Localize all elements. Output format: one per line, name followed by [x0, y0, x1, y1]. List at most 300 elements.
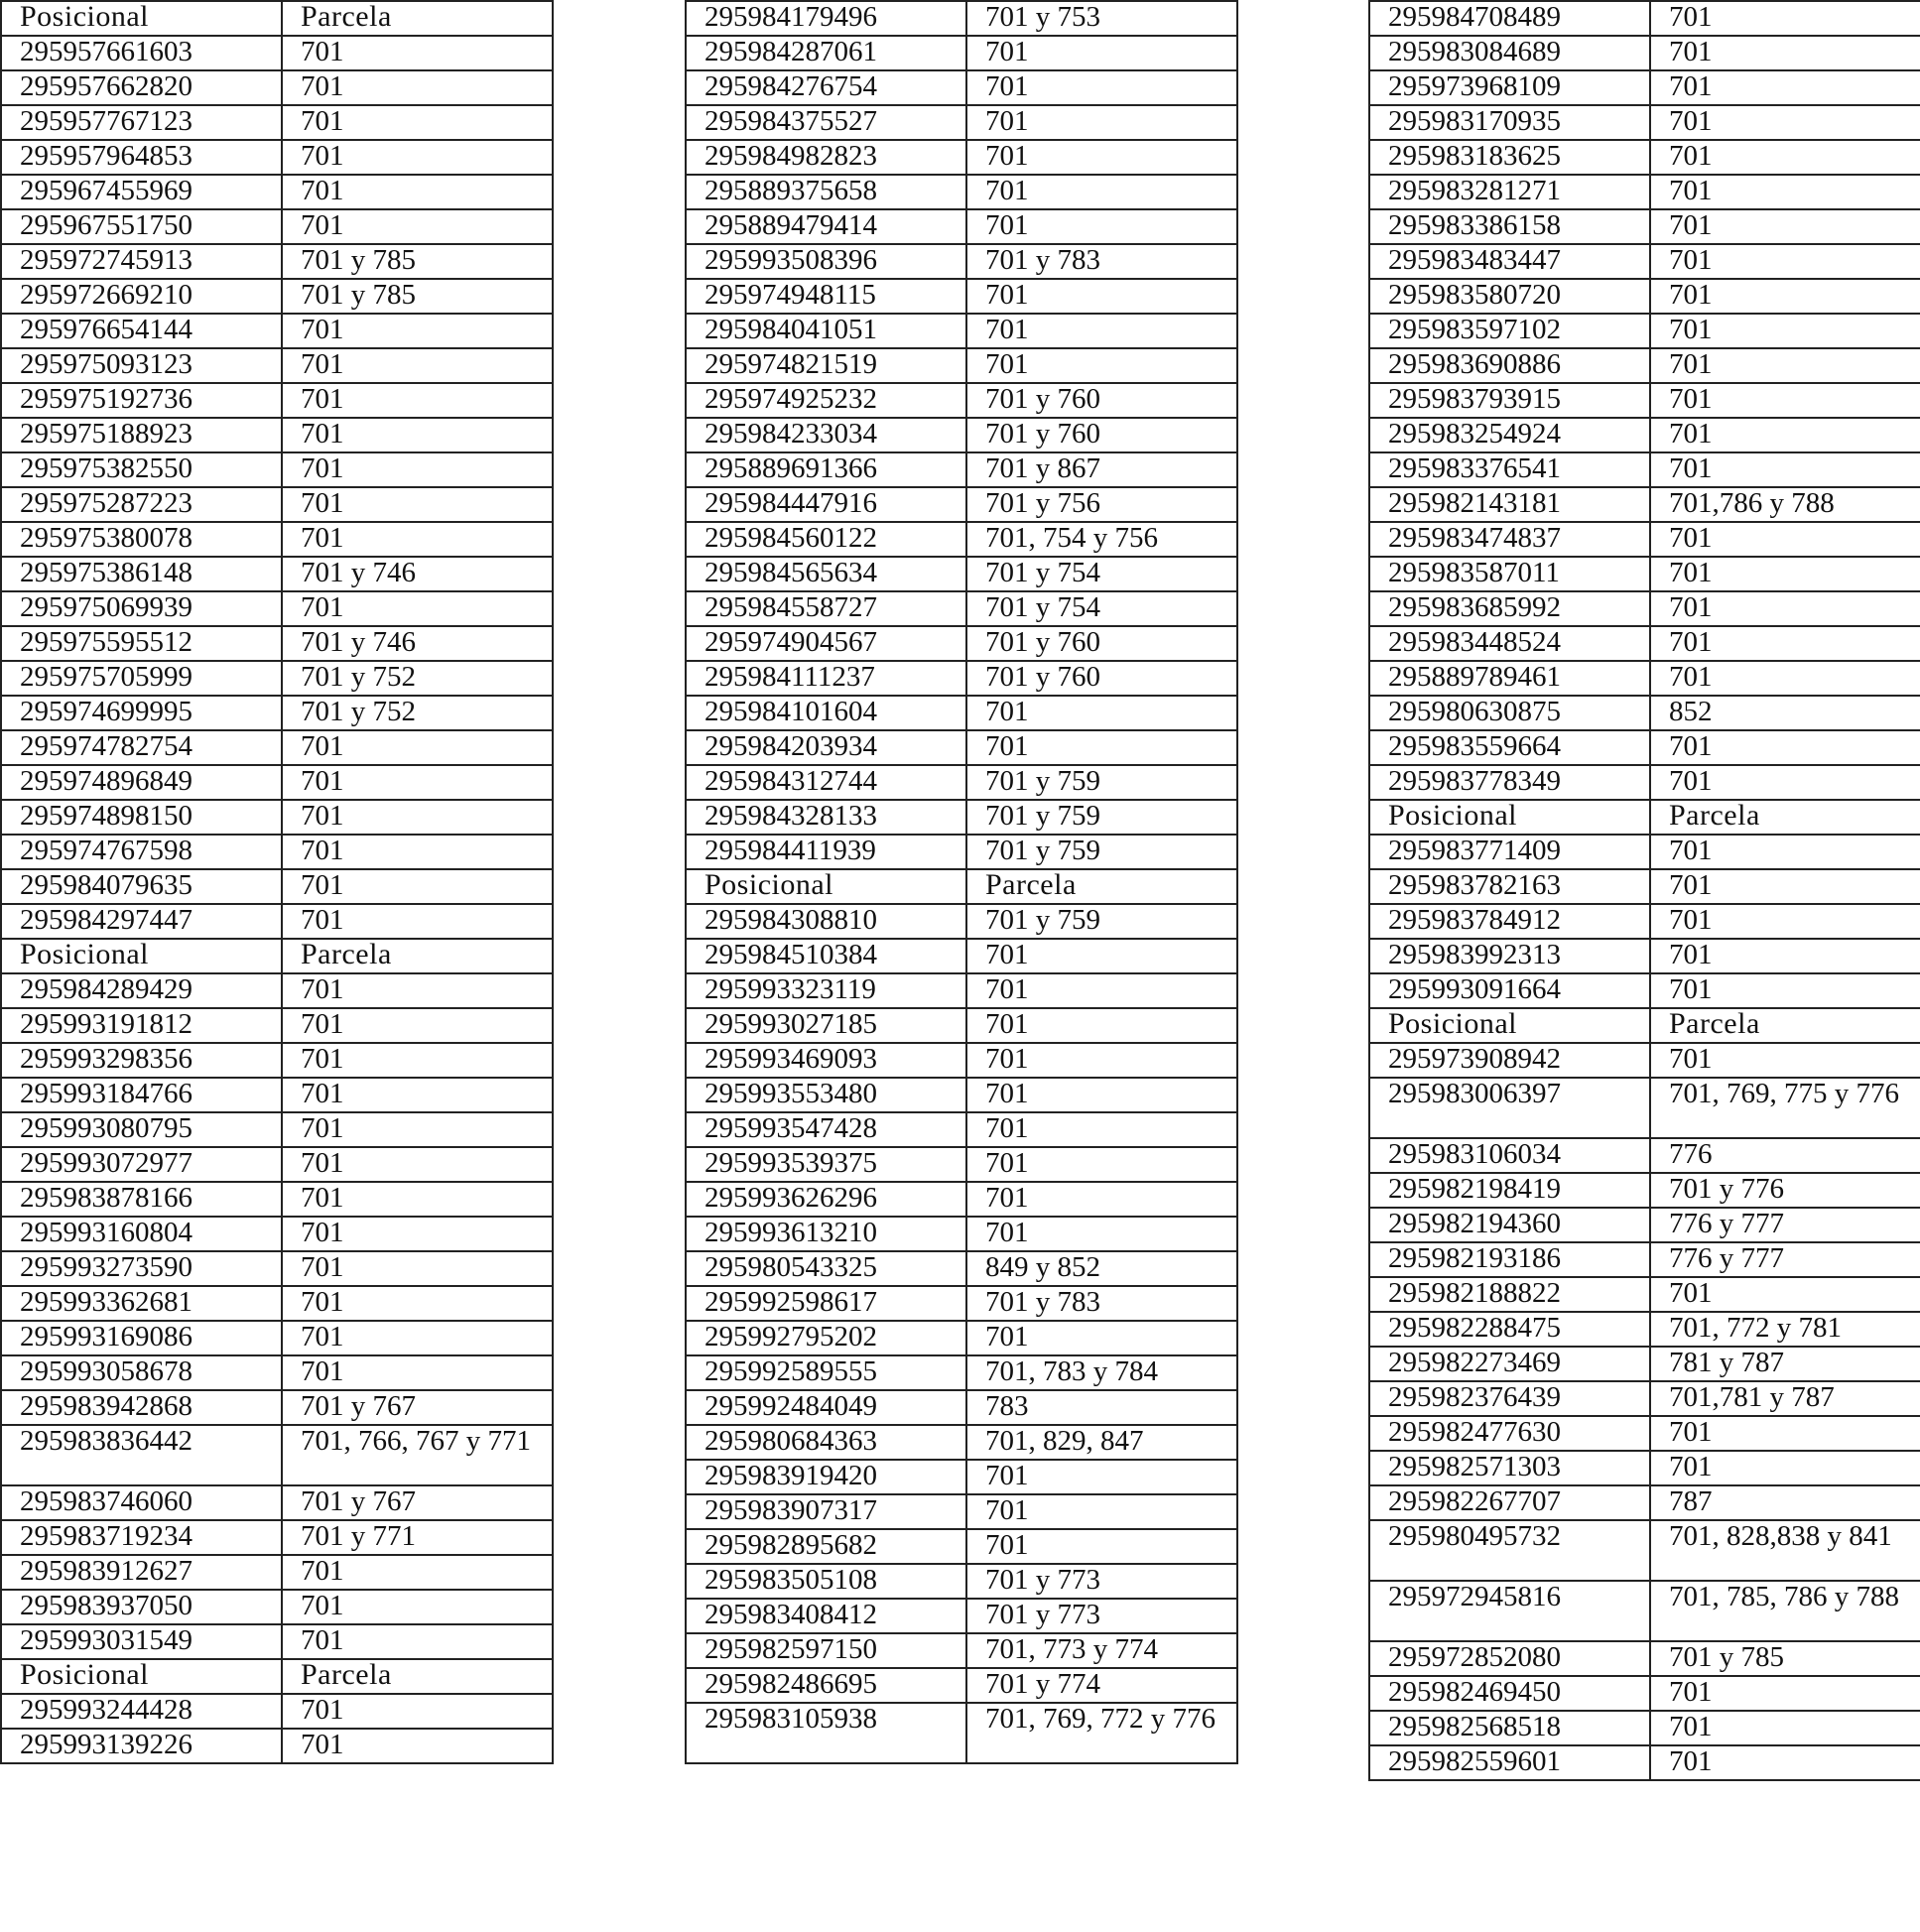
- posicional-cell: 295983448524: [1369, 626, 1650, 661]
- parcela-cell: 781 y 787: [1650, 1347, 1920, 1381]
- parcela-cell: 701 y 773: [966, 1564, 1237, 1599]
- parcela-cell: 701 y 785: [282, 279, 553, 314]
- parcela-cell: 701: [282, 105, 553, 140]
- parcela-cell: 701: [282, 36, 553, 70]
- parcela-cell: 701: [966, 1008, 1237, 1043]
- posicional-cell: 295972852080: [1369, 1641, 1650, 1676]
- posicional-cell: 295983778349: [1369, 765, 1650, 800]
- table-row: [1, 800, 553, 835]
- table-row: [1369, 522, 1920, 557]
- header-row: [1, 939, 553, 973]
- posicional-cell: 295974948115: [686, 279, 966, 314]
- posicional-cell: 295975192736: [1, 383, 282, 418]
- parcela-cell: 701: [282, 209, 553, 244]
- table-row: [1369, 591, 1920, 626]
- parcela-cell: 701, 769, 775 y 776: [1650, 1078, 1920, 1138]
- parcela-cell: 701: [282, 765, 553, 800]
- table-row: [686, 1147, 1237, 1182]
- posicional-cell: 295993058678: [1, 1355, 282, 1390]
- parcela-cell: 701: [1650, 1676, 1920, 1711]
- posicional-cell: 295983084689: [1369, 36, 1650, 70]
- posicional-cell: 295993553480: [686, 1078, 966, 1112]
- parcela-cell: 701 y 773: [966, 1599, 1237, 1633]
- parcela-cell: 701 y 756: [966, 487, 1237, 522]
- parcela-cell: 701 y 753: [966, 1, 1237, 36]
- table-row: [1369, 1078, 1920, 1138]
- table-row: [1, 452, 553, 487]
- posicional-cell: 295983992313: [1369, 939, 1650, 973]
- posicional-cell: 295993027185: [686, 1008, 966, 1043]
- posicional-cell: 295983505108: [686, 1564, 966, 1599]
- table-row: [686, 626, 1237, 661]
- table-row: [1, 1425, 553, 1485]
- parcela-cell: 701 y 760: [966, 661, 1237, 696]
- table-row: [686, 904, 1237, 939]
- table-row: [686, 314, 1237, 348]
- posicional-cell: 295982273469: [1369, 1347, 1650, 1381]
- table-row: [1, 591, 553, 626]
- table-row: [686, 1182, 1237, 1217]
- table-row: [1369, 279, 1920, 314]
- posicional-cell: 295993362681: [1, 1286, 282, 1321]
- posicional-cell: 295982198419: [1369, 1173, 1650, 1208]
- header-parcela: Parcela: [966, 869, 1237, 904]
- table-row: [1369, 1451, 1920, 1485]
- posicional-cell: 295993508396: [686, 244, 966, 279]
- posicional-cell: 295967455969: [1, 175, 282, 209]
- parcela-cell: 701: [966, 1043, 1237, 1078]
- posicional-cell: 295993323119: [686, 973, 966, 1008]
- table-row: [1369, 696, 1920, 730]
- parcela-cell: 701: [1650, 1416, 1920, 1451]
- parcela-cell: 701 y 760: [966, 626, 1237, 661]
- posicional-cell: 295983836442: [1, 1425, 282, 1485]
- posicional-cell: 295983386158: [1369, 209, 1650, 244]
- parcela-cell: 701: [282, 1217, 553, 1251]
- parcela-cell: 701 y 867: [966, 452, 1237, 487]
- table-row: [1369, 175, 1920, 209]
- posicional-cell: 295993072977: [1, 1147, 282, 1182]
- parcela-cell: 776 y 777: [1650, 1242, 1920, 1277]
- table-row: [1, 1355, 553, 1390]
- posicional-cell: 295967551750: [1, 209, 282, 244]
- posicional-cell: 295974699995: [1, 696, 282, 730]
- table-row: [686, 1251, 1237, 1286]
- posicional-cell: 295889789461: [1369, 661, 1650, 696]
- parcela-cell: 701: [1650, 105, 1920, 140]
- parcela-cell: 701: [1650, 314, 1920, 348]
- posicional-cell: 295993091664: [1369, 973, 1650, 1008]
- table-row: [686, 244, 1237, 279]
- table-row: [1369, 1043, 1920, 1078]
- table-row: [1369, 1416, 1920, 1451]
- table-row: [686, 591, 1237, 626]
- posicional-cell: 295972745913: [1, 244, 282, 279]
- posicional-cell: 295889479414: [686, 209, 966, 244]
- posicional-cell: 295993184766: [1, 1078, 282, 1112]
- posicional-cell: 295984041051: [686, 314, 966, 348]
- parcela-cell: 701: [282, 973, 553, 1008]
- parcela-cell: 701: [966, 1460, 1237, 1494]
- parcela-cell: 701, 829, 847: [966, 1425, 1237, 1460]
- posicional-cell: 295993469093: [686, 1043, 966, 1078]
- table-row: [1369, 244, 1920, 279]
- posicional-cell: 295957767123: [1, 105, 282, 140]
- table-row: [686, 1703, 1237, 1763]
- posicional-cell: 295983719234: [1, 1520, 282, 1555]
- posicional-cell: 295984179496: [686, 1, 966, 36]
- posicional-cell: 295984560122: [686, 522, 966, 557]
- parcela-cell: 701: [1650, 279, 1920, 314]
- parcela-cell: 701 y 760: [966, 383, 1237, 418]
- table-column-1: [0, 0, 553, 1764]
- table-row: [1369, 140, 1920, 175]
- posicional-cell: 295957964853: [1, 140, 282, 175]
- parcela-cell: 701: [966, 70, 1237, 105]
- parcela-cell: 701: [282, 175, 553, 209]
- parcela-cell: 701: [966, 696, 1237, 730]
- parcela-cell: 701: [282, 869, 553, 904]
- parcela-cell: 701: [1650, 418, 1920, 452]
- table-row: [1, 244, 553, 279]
- posicional-cell: 295982193186: [1369, 1242, 1650, 1277]
- table-row: [1, 348, 553, 383]
- table-row: [1, 36, 553, 70]
- posicional-cell: 295984101604: [686, 696, 966, 730]
- parcel-table: [0, 0, 554, 1764]
- parcela-cell: 701: [966, 1529, 1237, 1564]
- table-row: [1, 1485, 553, 1520]
- table-row: [1369, 105, 1920, 140]
- posicional-cell: 295957662820: [1, 70, 282, 105]
- posicional-cell: 295984708489: [1369, 1, 1650, 36]
- table-row: [1, 730, 553, 765]
- header-posicional: Posicional: [1, 1, 282, 36]
- header-parcela: Parcela: [1650, 1008, 1920, 1043]
- posicional-cell: 295982597150: [686, 1633, 966, 1668]
- posicional-cell: 295983408412: [686, 1599, 966, 1633]
- header-parcela: Parcela: [1650, 800, 1920, 835]
- posicional-cell: 295982486695: [686, 1668, 966, 1703]
- posicional-cell: 295984233034: [686, 418, 966, 452]
- posicional-cell: 295980630875: [1369, 696, 1650, 730]
- posicional-cell: 295982559601: [1369, 1745, 1650, 1780]
- parcela-cell: 701: [1650, 904, 1920, 939]
- posicional-cell: 295993139226: [1, 1729, 282, 1763]
- posicional-cell: 295983878166: [1, 1182, 282, 1217]
- parcela-cell: 701: [282, 591, 553, 626]
- table-row: [1, 1217, 553, 1251]
- parcela-cell: 701,781 y 787: [1650, 1381, 1920, 1416]
- posicional-cell: 295974782754: [1, 730, 282, 765]
- table-row: [686, 800, 1237, 835]
- parcela-cell: 776: [1650, 1138, 1920, 1173]
- parcela-cell: 701 y 752: [282, 661, 553, 696]
- parcela-cell: 701, 828,838 y 841: [1650, 1520, 1920, 1581]
- parcela-cell: 849 y 852: [966, 1251, 1237, 1286]
- table-row: [1369, 904, 1920, 939]
- table-row: [1369, 765, 1920, 800]
- table-row: [1, 835, 553, 869]
- header-posicional: Posicional: [1, 939, 282, 973]
- posicional-cell: 295975188923: [1, 418, 282, 452]
- posicional-cell: 295984312744: [686, 765, 966, 800]
- parcela-cell: 701: [1650, 70, 1920, 105]
- parcela-cell: 701 y 759: [966, 800, 1237, 835]
- table-row: [1369, 1173, 1920, 1208]
- posicional-cell: 295982895682: [686, 1529, 966, 1564]
- posicional-cell: 295983782163: [1369, 869, 1650, 904]
- table-row: [1369, 452, 1920, 487]
- posicional-cell: 295974898150: [1, 800, 282, 835]
- table-row: [686, 973, 1237, 1008]
- posicional-cell: 295974896849: [1, 765, 282, 800]
- posicional-cell: 295975287223: [1, 487, 282, 522]
- parcela-cell: 783: [966, 1390, 1237, 1425]
- table-row: [1, 175, 553, 209]
- posicional-cell: 295984297447: [1, 904, 282, 939]
- table-row: [1369, 1641, 1920, 1676]
- posicional-cell: 295982469450: [1369, 1676, 1650, 1711]
- parcela-cell: 701: [1650, 1, 1920, 36]
- table-row: [1369, 869, 1920, 904]
- posicional-cell: 295889375658: [686, 175, 966, 209]
- table-row: [1, 1624, 553, 1659]
- posicional-cell: 295982571303: [1369, 1451, 1650, 1485]
- parcela-cell: 701: [282, 835, 553, 869]
- posicional-cell: 295980543325: [686, 1251, 966, 1286]
- table-row: [1369, 209, 1920, 244]
- posicional-cell: 295975705999: [1, 661, 282, 696]
- posicional-cell: 295975069939: [1, 591, 282, 626]
- parcela-cell: 701: [966, 1217, 1237, 1251]
- parcela-cell: 701 y 767: [282, 1390, 553, 1425]
- table-row: [686, 661, 1237, 696]
- parcela-cell: 701: [282, 1008, 553, 1043]
- table-row: [686, 1321, 1237, 1355]
- posicional-cell: 295973908942: [1369, 1043, 1650, 1078]
- posicional-cell: 295975386148: [1, 557, 282, 591]
- parcela-cell: 701: [282, 348, 553, 383]
- table-row: [1369, 1676, 1920, 1711]
- posicional-cell: 295983254924: [1369, 418, 1650, 452]
- parcela-cell: 701: [1650, 244, 1920, 279]
- posicional-cell: 295983106034: [1369, 1138, 1650, 1173]
- table-row: [686, 105, 1237, 140]
- posicional-cell: 295983281271: [1369, 175, 1650, 209]
- posicional-cell: 295984565634: [686, 557, 966, 591]
- table-row: [686, 383, 1237, 418]
- table-column-3: [1368, 0, 1920, 1781]
- table-row: [1, 1182, 553, 1217]
- parcela-cell: 701: [966, 209, 1237, 244]
- posicional-cell: 295983912627: [1, 1555, 282, 1590]
- posicional-cell: 295983942868: [1, 1390, 282, 1425]
- parcela-cell: 701 y 771: [282, 1520, 553, 1555]
- table-row: [686, 1217, 1237, 1251]
- posicional-cell: 295984079635: [1, 869, 282, 904]
- parcela-cell: 701: [282, 1147, 553, 1182]
- table-row: [686, 730, 1237, 765]
- header-row: [1369, 800, 1920, 835]
- posicional-cell: 295984411939: [686, 835, 966, 869]
- posicional-cell: 295983006397: [1369, 1078, 1650, 1138]
- posicional-cell: 295993160804: [1, 1217, 282, 1251]
- table-row: [1, 1286, 553, 1321]
- posicional-cell: 295984510384: [686, 939, 966, 973]
- posicional-cell: 295992484049: [686, 1390, 966, 1425]
- posicional-cell: 295974904567: [686, 626, 966, 661]
- parcela-cell: 701: [282, 487, 553, 522]
- posicional-cell: 295980495732: [1369, 1520, 1650, 1581]
- table-row: [686, 835, 1237, 869]
- table-row: [686, 140, 1237, 175]
- table-row: [1, 1729, 553, 1763]
- table-row: [1, 557, 553, 591]
- table-row: [1369, 1277, 1920, 1312]
- table-row: [1, 1078, 553, 1112]
- parcela-cell: 701: [966, 1112, 1237, 1147]
- posicional-cell: 295983937050: [1, 1590, 282, 1624]
- table-row: [1369, 1208, 1920, 1242]
- table-row: [1369, 1485, 1920, 1520]
- table-row: [1369, 1347, 1920, 1381]
- table-row: [1, 1390, 553, 1425]
- table-row: [1, 140, 553, 175]
- posicional-cell: 295982376439: [1369, 1381, 1650, 1416]
- table-row: [686, 1599, 1237, 1633]
- parcela-cell: 701: [966, 140, 1237, 175]
- posicional-cell: 295983685992: [1369, 591, 1650, 626]
- posicional-cell: 295973968109: [1369, 70, 1650, 105]
- table-row: [686, 209, 1237, 244]
- posicional-cell: 295982194360: [1369, 1208, 1650, 1242]
- table-row: [1, 973, 553, 1008]
- parcela-cell: 701: [282, 800, 553, 835]
- posicional-cell: 295975380078: [1, 522, 282, 557]
- table-row: [1, 1520, 553, 1555]
- parcela-cell: 701: [282, 1355, 553, 1390]
- parcela-cell: 701 y 783: [966, 244, 1237, 279]
- table-row: [686, 1355, 1237, 1390]
- parcela-cell: 701, 769, 772 y 776: [966, 1703, 1237, 1763]
- header-parcela: Parcela: [282, 939, 553, 973]
- table-row: [686, 939, 1237, 973]
- parcela-cell: 701: [282, 730, 553, 765]
- parcela-cell: 701 y 759: [966, 904, 1237, 939]
- parcela-cell: 701: [966, 1494, 1237, 1529]
- table-row: [1369, 314, 1920, 348]
- parcela-cell: 701: [966, 1182, 1237, 1217]
- parcela-cell: 701: [1650, 973, 1920, 1008]
- parcela-cell: 701: [282, 522, 553, 557]
- parcela-cell: 701: [966, 36, 1237, 70]
- table-row: [686, 696, 1237, 730]
- parcela-cell: 701: [282, 1624, 553, 1659]
- table-row: [1, 70, 553, 105]
- posicional-cell: 295983587011: [1369, 557, 1650, 591]
- table-row: [1369, 383, 1920, 418]
- posicional-cell: 295983559664: [1369, 730, 1650, 765]
- posicional-cell: 295983170935: [1369, 105, 1650, 140]
- posicional-cell: 295984276754: [686, 70, 966, 105]
- table-row: [1369, 730, 1920, 765]
- table-row: [1, 904, 553, 939]
- posicional-cell: 295983771409: [1369, 835, 1650, 869]
- parcela-cell: 701, 754 y 756: [966, 522, 1237, 557]
- table-row: [1369, 1520, 1920, 1581]
- parcela-cell: 701: [1650, 661, 1920, 696]
- posicional-cell: 295993244428: [1, 1694, 282, 1729]
- posicional-cell: 295984308810: [686, 904, 966, 939]
- parcela-cell: 701: [1650, 557, 1920, 591]
- posicional-cell: 295993626296: [686, 1182, 966, 1217]
- parcela-cell: 701: [966, 279, 1237, 314]
- parcela-cell: 701: [966, 730, 1237, 765]
- table-row: [686, 1078, 1237, 1112]
- parcela-cell: 701: [1650, 1745, 1920, 1780]
- posicional-cell: 295984203934: [686, 730, 966, 765]
- table-row: [686, 765, 1237, 800]
- parcela-cell: 701: [1650, 452, 1920, 487]
- parcela-cell: 701, 772 y 781: [1650, 1312, 1920, 1347]
- parcela-cell: 701: [282, 1251, 553, 1286]
- posicional-cell: 295982288475: [1369, 1312, 1650, 1347]
- parcela-cell: 701 y 774: [966, 1668, 1237, 1703]
- parcela-cell: 701: [966, 314, 1237, 348]
- posicional-cell: 295974767598: [1, 835, 282, 869]
- table-row: [686, 279, 1237, 314]
- parcela-cell: 701 y 783: [966, 1286, 1237, 1321]
- parcel-table: [685, 0, 1238, 1764]
- table-row: [686, 1668, 1237, 1703]
- header-row: [1, 1, 553, 36]
- posicional-cell: 295993273590: [1, 1251, 282, 1286]
- posicional-cell: 295993539375: [686, 1147, 966, 1182]
- parcela-cell: 701: [1650, 765, 1920, 800]
- posicional-cell: 295983597102: [1369, 314, 1650, 348]
- parcela-cell: 701: [1650, 1711, 1920, 1745]
- parcela-cell: 701 y 785: [1650, 1641, 1920, 1676]
- parcela-cell: 701: [1650, 626, 1920, 661]
- table-row: [1369, 557, 1920, 591]
- posicional-cell: 295974821519: [686, 348, 966, 383]
- posicional-cell: 295993298356: [1, 1043, 282, 1078]
- parcela-cell: 701: [1650, 36, 1920, 70]
- table-row: [686, 487, 1237, 522]
- header-posicional: Posicional: [686, 869, 966, 904]
- posicional-cell: 295974925232: [686, 383, 966, 418]
- posicional-cell: 295972669210: [1, 279, 282, 314]
- table-row: [1, 1694, 553, 1729]
- table-row: [686, 452, 1237, 487]
- posicional-cell: 295993613210: [686, 1217, 966, 1251]
- table-row: [1, 314, 553, 348]
- parcela-cell: 701: [282, 1590, 553, 1624]
- parcela-cell: 701: [966, 1147, 1237, 1182]
- table-row: [1369, 1242, 1920, 1277]
- posicional-cell: 295957661603: [1, 36, 282, 70]
- table-row: [1369, 70, 1920, 105]
- header-parcela: Parcela: [282, 1, 553, 36]
- parcela-cell: 787: [1650, 1485, 1920, 1520]
- posicional-cell: 295982143181: [1369, 487, 1650, 522]
- table-row: [1369, 36, 1920, 70]
- posicional-cell: 295972945816: [1369, 1581, 1650, 1641]
- posicional-cell: 295982477630: [1369, 1416, 1650, 1451]
- table-row: [1369, 1581, 1920, 1641]
- table-row: [1, 418, 553, 452]
